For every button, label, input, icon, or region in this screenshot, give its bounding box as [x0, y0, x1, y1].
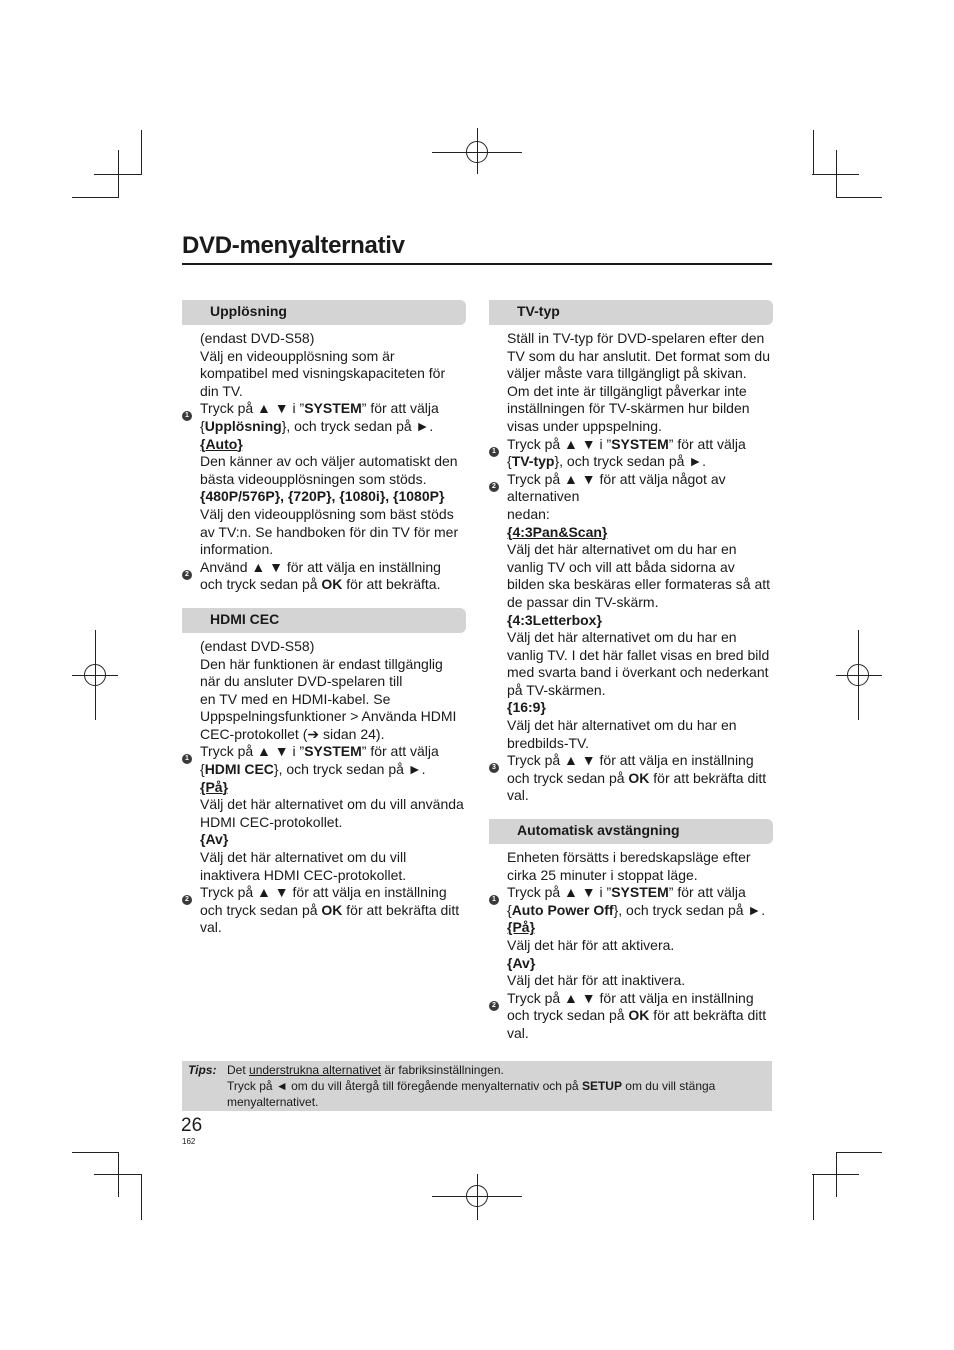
- option-label: {På}: [200, 778, 229, 795]
- step-number-icon: 1: [489, 895, 499, 905]
- section-header: Automatisk avstängning: [489, 819, 773, 844]
- tips-text: om du vill stänga menyalternativet.: [227, 1079, 716, 1109]
- page-number: 26: [181, 1115, 203, 1136]
- option-description: Välj det här alternativet om du har en vanlig TV. I det här fallet visas en bred bild med svarta band i överkant och nederkant på TV-skärmen.: [507, 629, 770, 698]
- left-column: [182, 300, 466, 951]
- step-1: [182, 743, 466, 884]
- step-number-icon: 3: [489, 763, 499, 773]
- paragraph: Välj en videoupplösning som är kompatibel med visningskapaciteten för din TV.: [200, 347, 446, 399]
- option-name: Auto Power Off: [511, 901, 614, 918]
- step-1: [489, 884, 773, 990]
- system-label: SYSTEM: [304, 743, 362, 760]
- tips-text: är fabriksinställningen.: [381, 1063, 504, 1077]
- option-label: {Av}: [200, 831, 229, 848]
- crop-mark: [813, 130, 814, 175]
- step-text: Tryck på ▲ ▼ i ”: [507, 884, 612, 901]
- step-2: [489, 471, 773, 753]
- section-header: TV-typ: [489, 300, 773, 325]
- option-description: Välj det här alternativet om du har en vanlig TV och vill att båda sidorna av bilden ska beskäras eller formateras så att de passar din TV-skärm.: [507, 541, 771, 610]
- crop-mark: [141, 1174, 142, 1220]
- step-text: Tryck på ▲ ▼ i ”: [200, 400, 305, 417]
- crop-mark: [94, 1174, 142, 1175]
- option-name: TV-typ: [511, 453, 555, 470]
- step-text: Tryck på ▲ ▼ för att välja något av alternativen: [507, 470, 726, 505]
- tips-text: Tryck på ◄ om du vill återgå till föregående menyalternativ och på: [227, 1079, 582, 1093]
- step-2: [182, 559, 466, 594]
- option-label: {480P/576P}, {720P}, {1080i}, {1080P}: [200, 488, 445, 505]
- ok-label: OK: [628, 769, 650, 786]
- option-label: {Auto}: [200, 435, 243, 452]
- registration-circle: [84, 664, 106, 686]
- step-text: Använd ▲ ▼ för att välja en inställning och tryck sedan på: [200, 558, 441, 593]
- ok-label: OK: [321, 901, 343, 918]
- step-text: för att bekräfta.: [342, 576, 441, 593]
- crop-mark: [141, 130, 142, 175]
- step-text: för att bekräfta ditt val.: [507, 1007, 767, 1041]
- sub-page-number: 162: [182, 1137, 196, 1146]
- step-number-icon: 1: [182, 754, 192, 764]
- crop-mark: [812, 174, 859, 175]
- paragraph: (endast DVD-S58): [200, 330, 315, 346]
- crop-mark: [72, 1152, 119, 1153]
- tips-box: [182, 1061, 772, 1111]
- step-number-icon: 2: [182, 895, 192, 905]
- step-text: ” för att välja {: [507, 884, 746, 918]
- step-text: ” för att välja {: [507, 435, 746, 470]
- step-2: [489, 990, 773, 1043]
- step-text: }, och tryck sedan på ►.: [554, 453, 707, 470]
- tips-text: Det: [227, 1063, 250, 1077]
- registration-circle: [466, 141, 488, 163]
- crop-mark: [94, 174, 142, 175]
- tips-underlined-text: understrukna alternativet: [249, 1063, 382, 1077]
- option-description: Välj den videoupplösning som bäst stöds av TV:n. Se handboken för din TV för mer information.: [200, 505, 459, 558]
- option-description: Den känner av och väljer automatiskt den bästa videoupplösningen som stöds.: [200, 453, 458, 487]
- paragraph: en TV med en HDMI-kabel. Se Uppspelningsfunktioner > Använda HDMI CEC-protokollet (➔ sidan 24).: [200, 690, 457, 742]
- section-header: HDMI CEC: [182, 608, 466, 633]
- step-text: Tryck på ▲ ▼ för att välja en inställning och tryck sedan på: [200, 884, 447, 918]
- section-automatisk-avstangning: [489, 819, 773, 1043]
- option-label: {På}: [507, 919, 536, 936]
- step-number-icon: 1: [182, 411, 192, 421]
- option-label: {4:3Pan&Scan}: [507, 523, 608, 540]
- registration-circle: [466, 1185, 488, 1207]
- crop-mark: [836, 197, 882, 198]
- option-description: Välj det här för att aktivera.: [507, 937, 675, 953]
- section-hdmi-cec: [182, 608, 466, 937]
- ok-label: OK: [628, 1007, 650, 1024]
- step-number-icon: 2: [489, 482, 499, 492]
- option-label: {Av}: [507, 954, 536, 971]
- step-2: [182, 884, 466, 937]
- system-label: SYSTEM: [304, 400, 362, 417]
- step-1: [489, 436, 773, 471]
- section-upplosning: [182, 300, 466, 594]
- step-text: Tryck på ▲ ▼ för att välja en inställning och tryck sedan på: [507, 989, 754, 1024]
- system-label: SYSTEM: [611, 884, 669, 901]
- option-description: Välj det här alternativet om du har en bredbilds-TV.: [507, 717, 737, 751]
- step-text: }, och tryck sedan på ►.: [613, 901, 766, 918]
- option-description: Välj det här för att inaktivera.: [507, 972, 686, 989]
- step-text: }, och tryck sedan på ►.: [281, 417, 434, 434]
- step-text: för att bekräfta ditt val.: [200, 901, 460, 936]
- option-name: Upplösning: [204, 417, 282, 434]
- step-text: Tryck på ▲ ▼ i ”: [507, 435, 612, 452]
- ok-label: OK: [321, 576, 343, 593]
- step-text: ” för att välja {: [200, 400, 439, 434]
- step-number-icon: 2: [182, 570, 192, 580]
- section-tv-typ: [489, 300, 773, 805]
- step-text: Tryck på ▲ ▼ i ”: [200, 743, 305, 760]
- right-column: [489, 300, 773, 1057]
- tips-label: Tips:: [188, 1063, 217, 1077]
- option-name: HDMI CEC: [204, 761, 274, 778]
- step-1: [182, 400, 466, 558]
- step-text: ” för att välja {: [200, 743, 439, 778]
- step-text: för att bekräfta ditt val.: [507, 769, 767, 804]
- setup-label: SETUP: [581, 1079, 622, 1093]
- option-label: {16:9}: [507, 699, 546, 716]
- crop-mark: [72, 197, 119, 198]
- paragraph: (endast DVD-S58): [200, 637, 315, 654]
- step-text: }, och tryck sedan på ►.: [273, 761, 426, 778]
- option-description: Välj det här alternativet om du vill använda HDMI CEC-protokollet.: [200, 796, 464, 830]
- crop-mark: [812, 1174, 859, 1175]
- step-number-icon: 1: [489, 447, 499, 457]
- option-description: Välj det här alternativet om du vill inaktivera HDMI CEC-protokollet.: [200, 849, 407, 883]
- step-number-icon: 2: [489, 1001, 499, 1011]
- step-3: [489, 752, 773, 805]
- section-header: Upplösning: [182, 300, 466, 325]
- paragraph: Den här funktionen är endast tillgänglig när du ansluter DVD-spelaren till: [200, 655, 443, 690]
- step-text: nedan:: [507, 505, 550, 522]
- system-label: SYSTEM: [611, 435, 669, 452]
- option-label: {4:3Letterbox}: [507, 611, 602, 628]
- crop-mark: [836, 1152, 882, 1153]
- crop-mark: [813, 1174, 814, 1220]
- paragraph: Ställ in TV-typ för DVD-spelaren efter den TV som du har anslutit. Det format som du väljer måste vara tillgängligt på skivan. Om det inte är tillgängligt påverkar inte inställningen för TV-skärmen hur bilden visas under uppspelning.: [507, 330, 770, 434]
- step-text: Tryck på ▲ ▼ för att välja en inställning och tryck sedan på: [507, 752, 754, 786]
- paragraph: Enheten försätts i beredskapsläge efter cirka 25 minuter i stoppat läge.: [507, 849, 751, 883]
- page-title: DVD-menyalternativ: [182, 232, 772, 265]
- registration-circle: [847, 664, 869, 686]
